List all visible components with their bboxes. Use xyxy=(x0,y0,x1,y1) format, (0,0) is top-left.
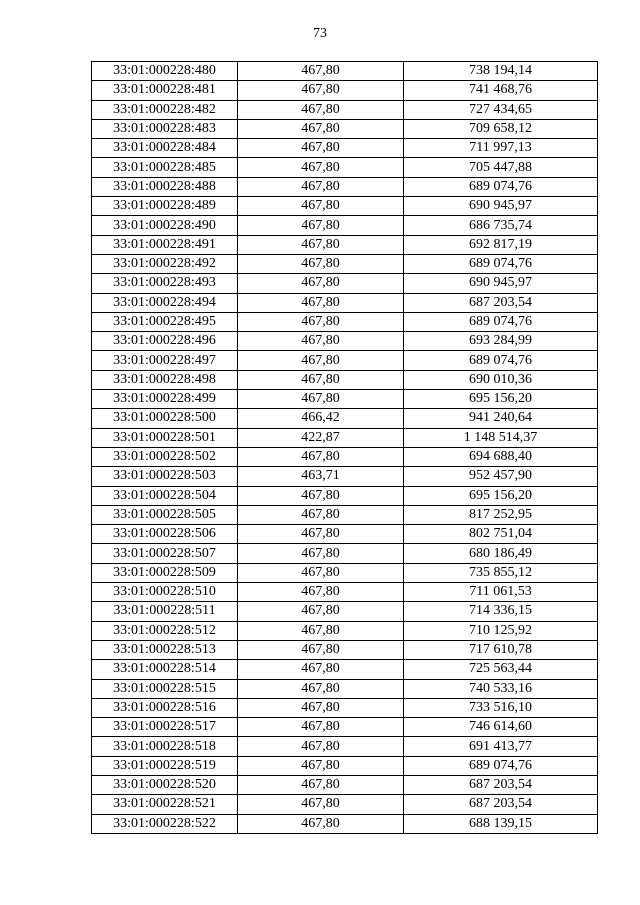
cadastral-value-cell: 690 010,36 xyxy=(404,370,598,389)
cadastral-value-cell: 817 252,95 xyxy=(404,505,598,524)
cadastral-number-cell: 33:01:000228:521 xyxy=(92,795,238,814)
cadastral-number-cell: 33:01:000228:501 xyxy=(92,428,238,447)
cadastral-value-cell: 689 074,76 xyxy=(404,351,598,370)
area-cell: 467,80 xyxy=(238,621,404,640)
cadastral-value-cell: 680 186,49 xyxy=(404,544,598,563)
cadastral-number-cell: 33:01:000228:511 xyxy=(92,602,238,621)
cadastral-number-cell: 33:01:000228:504 xyxy=(92,486,238,505)
table-row xyxy=(92,621,598,640)
cadastral-number-cell: 33:01:000228:519 xyxy=(92,756,238,775)
area-cell: 467,80 xyxy=(238,486,404,505)
cadastral-value-cell: 705 447,88 xyxy=(404,158,598,177)
table-row xyxy=(92,544,598,563)
cadastral-number-cell: 33:01:000228:507 xyxy=(92,544,238,563)
cadastral-number-cell: 33:01:000228:495 xyxy=(92,312,238,331)
area-cell: 422,87 xyxy=(238,428,404,447)
cadastral-number-cell: 33:01:000228:514 xyxy=(92,660,238,679)
cadastral-value-cell: 746 614,60 xyxy=(404,718,598,737)
area-cell: 467,80 xyxy=(238,254,404,273)
table-row xyxy=(92,370,598,389)
cadastral-value-cell: 694 688,40 xyxy=(404,447,598,466)
area-cell: 467,80 xyxy=(238,351,404,370)
cadastral-number-cell: 33:01:000228:503 xyxy=(92,467,238,486)
area-cell: 467,80 xyxy=(238,640,404,659)
cadastral-value-cell: 689 074,76 xyxy=(404,177,598,196)
table-row xyxy=(92,718,598,737)
cadastral-number-cell: 33:01:000228:510 xyxy=(92,583,238,602)
cadastral-value-cell: 695 156,20 xyxy=(404,390,598,409)
cadastral-value-cell: 1 148 514,37 xyxy=(404,428,598,447)
table-row xyxy=(92,119,598,138)
cadastral-value-cell: 941 240,64 xyxy=(404,409,598,428)
table-row xyxy=(92,409,598,428)
table-row xyxy=(92,698,598,717)
cadastral-value-cell: 727 434,65 xyxy=(404,100,598,119)
area-cell: 467,80 xyxy=(238,602,404,621)
cadastral-number-cell: 33:01:000228:502 xyxy=(92,447,238,466)
cadastral-value-cell: 686 735,74 xyxy=(404,216,598,235)
cadastral-number-cell: 33:01:000228:517 xyxy=(92,718,238,737)
table-row xyxy=(92,81,598,100)
area-cell: 467,80 xyxy=(238,814,404,833)
cadastral-value-table xyxy=(91,61,598,834)
table-row xyxy=(92,390,598,409)
cadastral-value-cell: 688 139,15 xyxy=(404,814,598,833)
table-row xyxy=(92,100,598,119)
cadastral-value-cell: 689 074,76 xyxy=(404,312,598,331)
table-row xyxy=(92,486,598,505)
cadastral-value-cell: 802 751,04 xyxy=(404,525,598,544)
cadastral-number-cell: 33:01:000228:499 xyxy=(92,390,238,409)
cadastral-number-cell: 33:01:000228:491 xyxy=(92,235,238,254)
area-cell: 466,42 xyxy=(238,409,404,428)
area-cell: 467,80 xyxy=(238,235,404,254)
area-cell: 467,80 xyxy=(238,370,404,389)
cadastral-number-cell: 33:01:000228:493 xyxy=(92,274,238,293)
cadastral-number-cell: 33:01:000228:505 xyxy=(92,505,238,524)
area-cell: 467,80 xyxy=(238,737,404,756)
area-cell: 467,80 xyxy=(238,775,404,794)
table-row xyxy=(92,505,598,524)
table-row xyxy=(92,467,598,486)
cadastral-value-cell: 725 563,44 xyxy=(404,660,598,679)
cadastral-number-cell: 33:01:000228:484 xyxy=(92,139,238,158)
cadastral-number-cell: 33:01:000228:489 xyxy=(92,197,238,216)
cadastral-number-cell: 33:01:000228:490 xyxy=(92,216,238,235)
cadastral-number-cell: 33:01:000228:522 xyxy=(92,814,238,833)
cadastral-number-cell: 33:01:000228:509 xyxy=(92,563,238,582)
cadastral-value-cell: 687 203,54 xyxy=(404,795,598,814)
table-row xyxy=(92,679,598,698)
cadastral-value-cell: 717 610,78 xyxy=(404,640,598,659)
table-row xyxy=(92,814,598,833)
area-cell: 467,80 xyxy=(238,197,404,216)
cadastral-value-cell: 714 336,15 xyxy=(404,602,598,621)
cadastral-value-cell: 738 194,14 xyxy=(404,62,598,81)
table-row xyxy=(92,640,598,659)
area-cell: 467,80 xyxy=(238,216,404,235)
cadastral-value-cell: 740 533,16 xyxy=(404,679,598,698)
table-row xyxy=(92,139,598,158)
table-row xyxy=(92,583,598,602)
area-cell: 467,80 xyxy=(238,525,404,544)
area-cell: 467,80 xyxy=(238,447,404,466)
cadastral-value-cell: 952 457,90 xyxy=(404,467,598,486)
area-cell: 467,80 xyxy=(238,718,404,737)
area-cell: 467,80 xyxy=(238,81,404,100)
cadastral-number-cell: 33:01:000228:515 xyxy=(92,679,238,698)
cadastral-value-cell: 711 997,13 xyxy=(404,139,598,158)
page-number: 73 xyxy=(313,26,327,41)
area-cell: 467,80 xyxy=(238,583,404,602)
cadastral-number-cell: 33:01:000228:488 xyxy=(92,177,238,196)
cadastral-value-cell: 693 284,99 xyxy=(404,332,598,351)
cadastral-value-cell: 741 468,76 xyxy=(404,81,598,100)
table-row xyxy=(92,332,598,351)
table-row xyxy=(92,756,598,775)
cadastral-value-cell: 690 945,97 xyxy=(404,197,598,216)
area-cell: 467,80 xyxy=(238,177,404,196)
area-cell: 467,80 xyxy=(238,312,404,331)
table-body xyxy=(92,62,598,834)
cadastral-number-cell: 33:01:000228:492 xyxy=(92,254,238,273)
cadastral-number-cell: 33:01:000228:485 xyxy=(92,158,238,177)
cadastral-value-cell: 687 203,54 xyxy=(404,775,598,794)
cadastral-value-cell: 709 658,12 xyxy=(404,119,598,138)
area-cell: 467,80 xyxy=(238,274,404,293)
cadastral-value-cell: 710 125,92 xyxy=(404,621,598,640)
cadastral-number-cell: 33:01:000228:506 xyxy=(92,525,238,544)
area-cell: 467,80 xyxy=(238,119,404,138)
table-row xyxy=(92,235,598,254)
area-cell: 467,80 xyxy=(238,698,404,717)
cadastral-value-cell: 735 855,12 xyxy=(404,563,598,582)
cadastral-value-cell: 733 516,10 xyxy=(404,698,598,717)
cadastral-value-cell: 695 156,20 xyxy=(404,486,598,505)
area-cell: 467,80 xyxy=(238,795,404,814)
cadastral-number-cell: 33:01:000228:483 xyxy=(92,119,238,138)
cadastral-value-cell: 691 413,77 xyxy=(404,737,598,756)
cadastral-value-cell: 687 203,54 xyxy=(404,293,598,312)
table-row xyxy=(92,602,598,621)
table-row xyxy=(92,293,598,312)
table-row xyxy=(92,660,598,679)
table-row xyxy=(92,177,598,196)
cadastral-value-cell: 689 074,76 xyxy=(404,756,598,775)
table-row xyxy=(92,158,598,177)
area-cell: 467,80 xyxy=(238,62,404,81)
area-cell: 463,71 xyxy=(238,467,404,486)
table-row xyxy=(92,312,598,331)
cadastral-number-cell: 33:01:000228:482 xyxy=(92,100,238,119)
cadastral-number-cell: 33:01:000228:512 xyxy=(92,621,238,640)
table-row xyxy=(92,62,598,81)
cadastral-number-cell: 33:01:000228:496 xyxy=(92,332,238,351)
area-cell: 467,80 xyxy=(238,544,404,563)
area-cell: 467,80 xyxy=(238,158,404,177)
table-row xyxy=(92,274,598,293)
cadastral-number-cell: 33:01:000228:481 xyxy=(92,81,238,100)
cadastral-number-cell: 33:01:000228:518 xyxy=(92,737,238,756)
table-row xyxy=(92,525,598,544)
cadastral-number-cell: 33:01:000228:494 xyxy=(92,293,238,312)
table-row xyxy=(92,254,598,273)
cadastral-value-cell: 690 945,97 xyxy=(404,274,598,293)
table-row xyxy=(92,775,598,794)
cadastral-number-cell: 33:01:000228:497 xyxy=(92,351,238,370)
table-row xyxy=(92,447,598,466)
area-cell: 467,80 xyxy=(238,390,404,409)
cadastral-value-cell: 689 074,76 xyxy=(404,254,598,273)
cadastral-value-cell: 692 817,19 xyxy=(404,235,598,254)
cadastral-number-cell: 33:01:000228:498 xyxy=(92,370,238,389)
table-row xyxy=(92,428,598,447)
cadastral-number-cell: 33:01:000228:520 xyxy=(92,775,238,794)
area-cell: 467,80 xyxy=(238,505,404,524)
area-cell: 467,80 xyxy=(238,660,404,679)
table-row xyxy=(92,216,598,235)
table-row xyxy=(92,737,598,756)
cadastral-number-cell: 33:01:000228:513 xyxy=(92,640,238,659)
area-cell: 467,80 xyxy=(238,756,404,775)
table-row xyxy=(92,351,598,370)
cadastral-number-cell: 33:01:000228:516 xyxy=(92,698,238,717)
cadastral-number-cell: 33:01:000228:500 xyxy=(92,409,238,428)
cadastral-value-cell: 711 061,53 xyxy=(404,583,598,602)
table-row xyxy=(92,795,598,814)
area-cell: 467,80 xyxy=(238,139,404,158)
area-cell: 467,80 xyxy=(238,293,404,312)
table-row xyxy=(92,197,598,216)
area-cell: 467,80 xyxy=(238,332,404,351)
area-cell: 467,80 xyxy=(238,563,404,582)
cadastral-number-cell: 33:01:000228:480 xyxy=(92,62,238,81)
table-row xyxy=(92,563,598,582)
area-cell: 467,80 xyxy=(238,679,404,698)
area-cell: 467,80 xyxy=(238,100,404,119)
